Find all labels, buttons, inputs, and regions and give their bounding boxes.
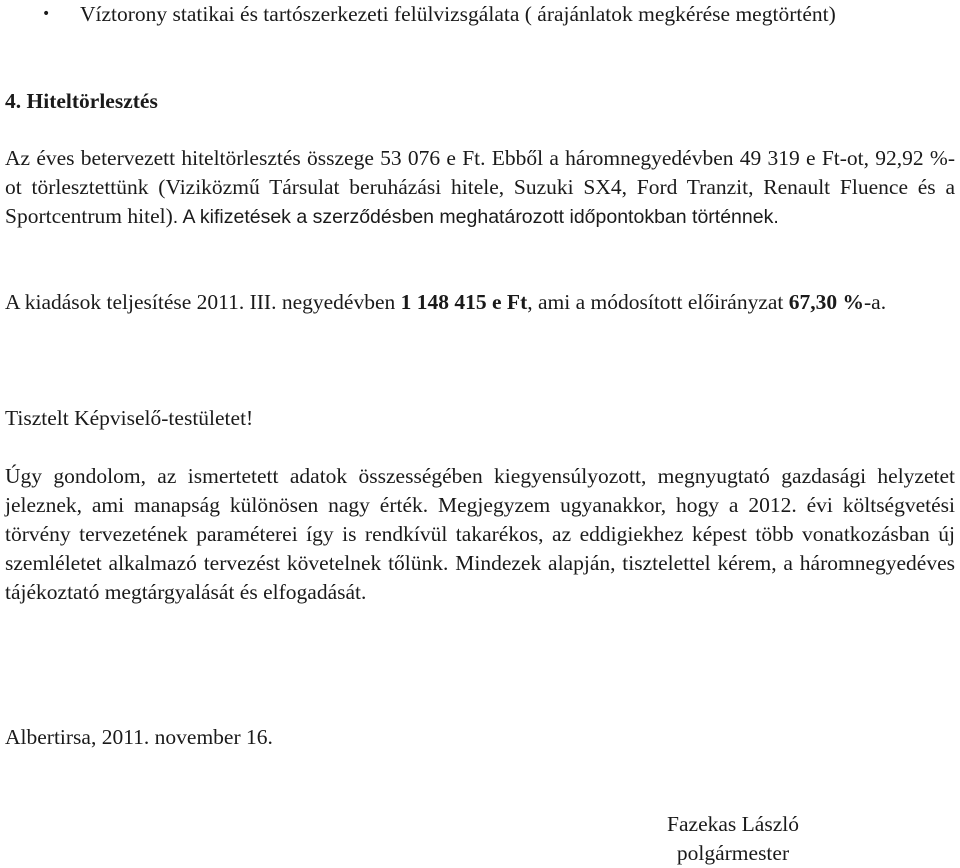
expenditure-text-before: A kiadások teljesítése 2011. III. negyedévben <box>5 290 401 314</box>
conclusion-text-2: Mindezek alapján, tisztelettel kérem, a háromnegyedéves tájékoztató megtárgyalását és elfogadását. <box>5 551 955 604</box>
paragraph-loan-repayment-text: Az éves betervezett hiteltörlesztés összege 53 076 e Ft. Ebből a háromnegyedévben 49 319 e Ft-ot, 92,92 %-ot törlesztettünk (Viziközmű Társulat beruházási hitele, Suzuki SX4, Ford Tranzit, Renault Fluence és a Sportcentrum hitel) <box>5 146 955 228</box>
expenditure-percent: 67,30 % <box>788 290 865 314</box>
expenditure-amount: 1 148 415 e Ft <box>400 290 528 314</box>
signature-block <box>653 810 813 868</box>
bullet-text: Víztorony statikai és tartószerkezeti felülvizsgálata ( árajánlatok megkérése megtörtént) <box>80 2 836 26</box>
signature-title: polgármester <box>676 841 790 865</box>
section-heading: 4. Hiteltörlesztés <box>5 89 158 113</box>
salutation: Tisztelt Képviselő-testületet! <box>5 406 254 430</box>
signature-name: Fazekas László <box>667 812 799 836</box>
expenditure-text-middle: , ami a módosított előirányzat <box>527 290 789 314</box>
expenditure-text-after: -a. <box>864 290 887 314</box>
place-date: Albertirsa, 2011. november 16. <box>5 725 273 749</box>
paragraph-conclusion <box>5 462 955 607</box>
bullet-icon: • <box>42 6 51 22</box>
conclusion-text-1: Úgy gondolom, az ismertetett adatok összességében kiegyensúlyozott, megnyugtató gazdasági helyzetet jeleznek, ami manapság különösen nagy érték. Megjegyzem ugyanakkor, hogy a 2012. évi költségvetési törvény tervezetének paraméterei így is rendkívül takarékos, az eddigiekhez képest több vonatkozásban új szemléletet alkalmazó tervezést követelnek tőlünk. <box>5 464 955 575</box>
paragraph-loan-repayment-sans-text: . A kifizetések a szerződésben meghatározott időpontokban történnek. <box>172 206 779 228</box>
bullet-item-water-tower <box>42 0 960 29</box>
paragraph-loan-repayment <box>5 144 955 232</box>
paragraph-expenditure <box>5 288 955 317</box>
